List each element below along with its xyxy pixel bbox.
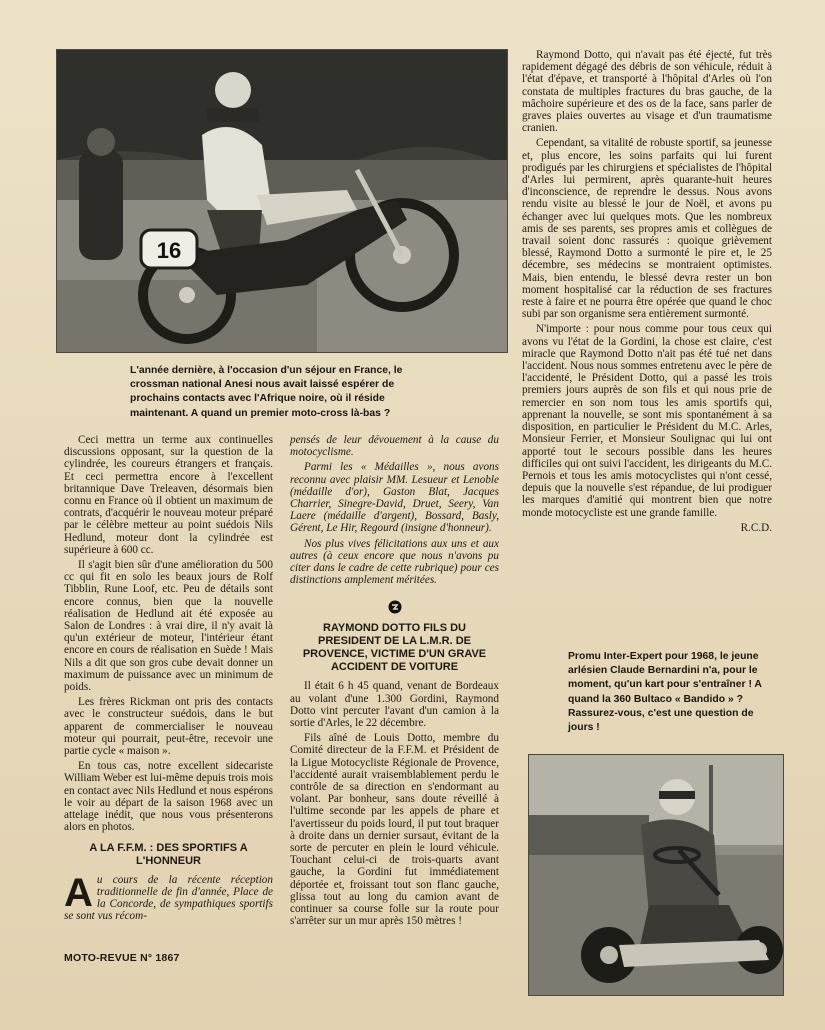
motocross-photo-image — [57, 50, 507, 352]
kart-photo-image — [529, 755, 783, 995]
kart-photo — [528, 754, 784, 996]
medals-section — [290, 434, 499, 586]
paragraph: Fils aîné de Louis Dotto, membre du Comité directeur de la F.F.M. et Président de la Ligue Motocycliste Régionale de Provence, l'accidenté aurait vraisemblablement perdu le contrôle de sa direction en s'endormant au volant. Par bonheur, sans doute réveillé à l'ultime seconde par les appels de phare et l'avertisseur du poids lourd, il put tout braquer à droite dans un dernier sursaut, évitant de la sorte de percuter en plein le lourd véhicule. Touchant celui-ci de trois-quarts avant gauche, la Gordini fut immédiatement déportée et, froissant tout son flanc gauche, glissa tout au long du camion avant de continuer sa course folle sur la route pour s'arrêter sur un mur après 150 mètres ! — [290, 732, 499, 928]
author-signature: R.C.D. — [740, 521, 772, 534]
ffm-intro — [64, 870, 273, 923]
paragraph: u cours de la récente réception traditionnelle de fin d'année, Place de la Concorde, de sympathiques sportifs se sont vus récom- — [64, 873, 273, 923]
ornament-icon — [388, 600, 402, 614]
paragraph: Parmi les « Médailles », nous avons reconnu avec plaisir MM. Lesueur et Lenoble (médaille d'or), Gaston Blat, Jacques Charrier, Sinegre-David, Druet, Seery, Van Laere (médaille d'argent), Bossard, Basly, Gérent, Le Hir, Regourd (insigne d'honneur). — [290, 461, 499, 535]
paragraph: N'importe : pour nous comme pour tous ceux qui avons vu l'état de la Gordini, la chose est claire, c'est miracle que Raymond Dotto n'ait pas été tué net dans l'accident. Nous nous sommes entretenu avec le père de l'accidenté, le Président Dotto, qui a passé les trois premiers jours auprès de son fils et qui nous prie de remercier en son nom tous les amis sportifs qui, apprenant la nouvelle, se sont mis spontanément à sa disposition, en particulier le Président du M.C. Arles, Monsieur Ferrier, et Monsieur Soulignac qui lui ont apporté tout le secours possible dans les heures difficiles qui ont suivi l'accident, les dirigeants du M.C. Pernois et tous les amis motocyclistes qui n'ont cessé, depuis que la nouvelle s'est répandue, de lui prodiguer les marques d'amitié qui montrent bien que notre monde motocycliste est une grande famille. — [522, 323, 772, 519]
paragraph: Raymond Dotto, qui n'avait pas été éjecté, fut très rapidement dégagé des débris de son véhicule, réduit à l'état d'épave, et transporté à l'hôpital d'Arles où l'on constata de multiples fractures du bras gauche, de la mâchoire supérieure et des os de la face, sans parler de graves plaies ouvertes au visage et d'un traumatisme cranien. — [522, 49, 772, 135]
paragraph: Ceci mettra un terme aux continuelles discussions opposant, sur la question de la cylindrée, les coureurs étrangers et français. Et ceci permettra encore à l'excellent britannique Dave Treleaven, désormais bien connu en France où il obtient un maximum de contrats, d'acquérir le nouveau moteur préparé par le célèbre metteur au point suédois Nils Hedlund, moteur dont la cylindrée est supérieure à 600 cc. — [64, 434, 273, 556]
caption-kart: Promu Inter-Expert pour 1968, le jeune arlésien Claude Bernardini n'a, pour le moment, qu'un kart pour s'entraîner ! A quand la 360 Bultaco « Bandido » ? Rassurez-vous, c'est une question de jours ! — [568, 651, 762, 734]
paragraph: Il s'agit bien sûr d'une amélioration du 500 cc qui fit en solo les beaux jours de Rolf Tibblin, Rune Loof, etc. Peu de détails sont encore connus, bien que la nouvelle réalisation de Hedlund ait été exposée au Salon de Londres : à vrai dire, il n'y avait là qu'un extérieur de moteur, l'intérieur étant encore en cours de réalisation en Suède ! Mais Nils a dit que son gros cube devait donner un maximum de puissance avec un minimum de poids. — [64, 559, 273, 694]
drop-cap: A — [64, 870, 93, 915]
column-left — [64, 434, 273, 925]
paragraph: Les frères Rickman ont pris des contacts avec le constructeur suédois, dans le but apparent de commercialiser le nouveau moteur qui pourrait, peut-être, recevoir une partie cycle « maison ». — [64, 696, 273, 758]
paragraph: En tous cas, notre excellent sidecariste William Weber est lui-même depuis trois mois en contact avec Nils Hedlund et nous espérons le voir au départ de la saison 1968 avec un attelage inédit, que nous vous présenterons alors en photos. — [64, 760, 273, 834]
headline-ffm: A LA F.F.M. : DES SPORTIFS A L'HONNEUR — [89, 841, 248, 867]
column-middle — [290, 434, 499, 931]
paragraph: Nos plus vives félicitations aux uns et aux autres (à ceux encore que nous n'avons pu citer dans le cadre de cette rubrique) pour ces distinctions amplement méritées. — [290, 537, 499, 587]
paragraph: pensés de leur dévouement à la cause du motocyclisme. — [290, 434, 499, 459]
paragraph: Il était 6 h 45 quand, venant de Bordeaux au volant d'une 1.300 Gordini, Raymond Dotto vint percuter l'avant d'un camion à la sortie d'Arles, le 22 décembre. — [290, 680, 499, 730]
headline-dotto: RAYMOND DOTTO FILS DU PRESIDENT DE LA L.M.R. DE PROVENCE, VICTIME D'UN GRAVE ACCIDENT DE VOITURE — [302, 622, 487, 674]
column-right — [522, 49, 772, 534]
number-plate-text: 16 — [156, 238, 182, 263]
page-folio: MOTO-REVUE N° 1867 — [64, 952, 180, 964]
paragraph: Cependant, sa vitalité de robuste sportif, sa jeunesse et, plus encore, les soins parfaits qui lui furent prodigués par les chirurgiens et spécialistes de l'hôpital d'Arles lui permirent, après quarante-huit heures d'inconscience, de reprendre le dessus. Nous avons rendu visite au blessé le jour de Noël, et avons pu échanger avec lui quelques mots. Que les nombreux amis de ses parents, ses propres amis et collègues de travail soient donc rassurés : quoique grièvement blessé, Raymond Dotto a surmonté le pire et, le 25 décembre, ses médecins se montraient optimistes. Mais, bien entendu, le blessé devra rester un bon moment hospitalisé car la réduction de ses fractures reste à faire et ne pourra être opérée que quand le choc subi par son organisme sera entièrement surmonté. — [522, 137, 772, 321]
motocross-photo — [56, 49, 508, 353]
caption-top: L'année dernière, à l'occasion d'un séjour en France, le crossman national Anesi nous avait laissé espérer de prochains contacts avec l'Afrique noire, où il réside maintenant. A quand un premier moto-cross là-bas ? — [130, 365, 403, 419]
